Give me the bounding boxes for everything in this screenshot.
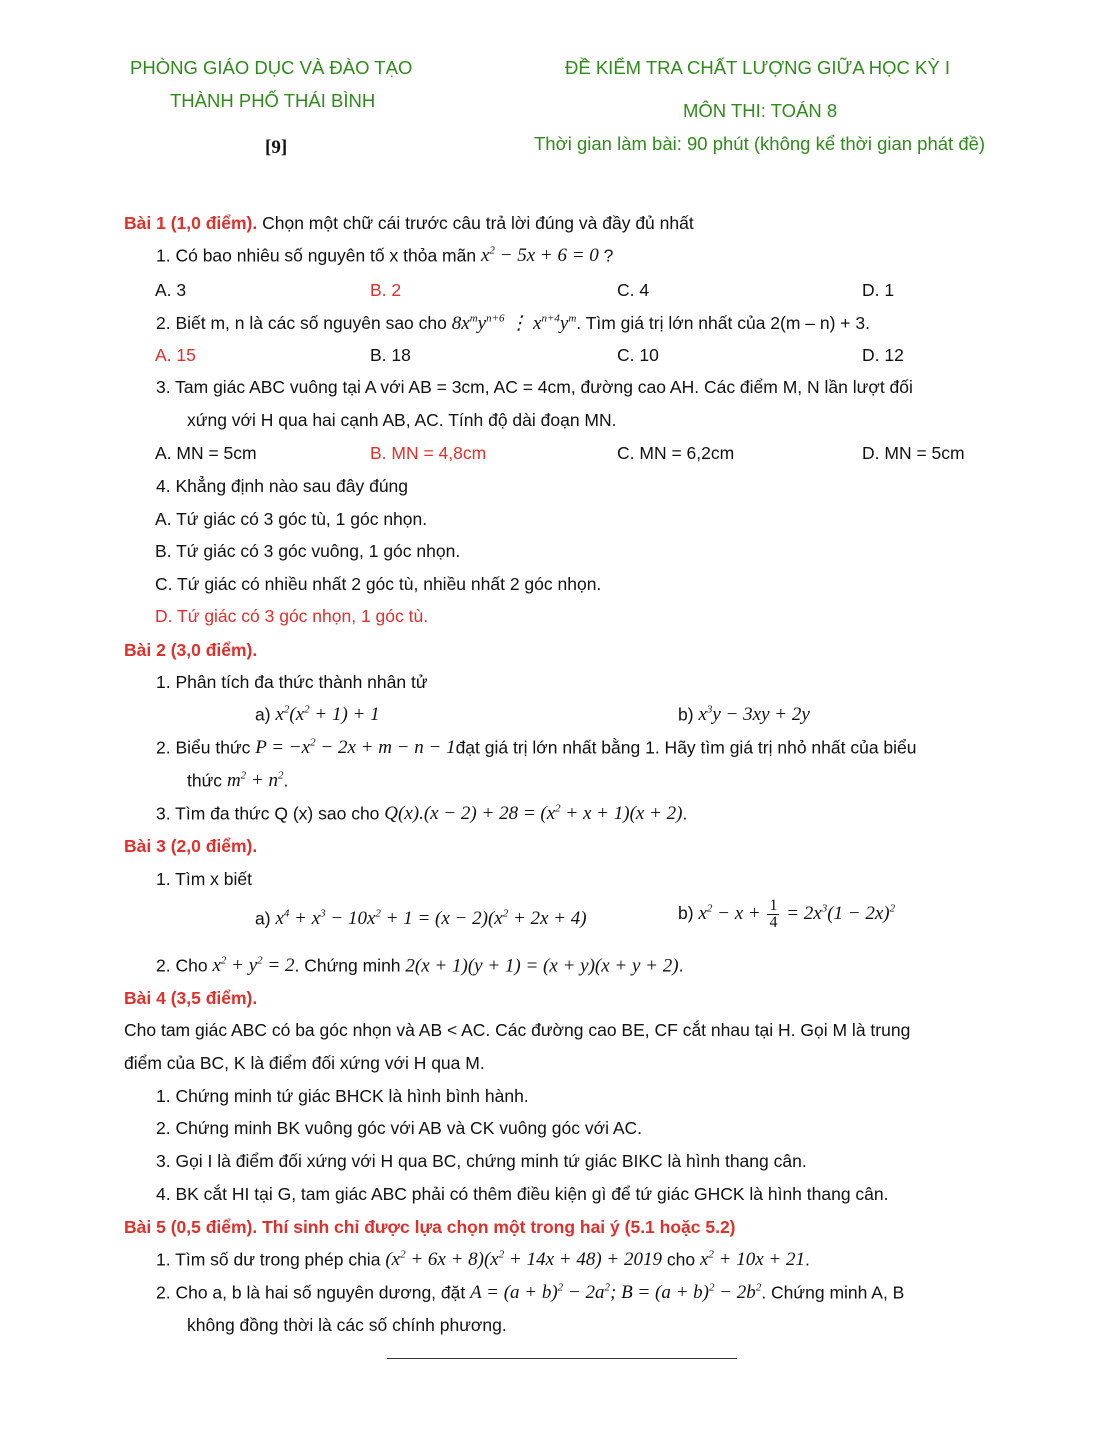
q3-line2: xứng với H qua hai cạnh AB, AC. Tính độ dài đoạn MN. — [187, 410, 617, 430]
bai2-q2-line1 — [156, 737, 917, 759]
p-expression: $P = -x^2 - 2x + m - n - 1$ — [255, 737, 456, 759]
q-equation: $Q(x).(x - 2) + 28 = (x^2 + x + 1)(x + 2)$ — [384, 803, 683, 825]
bai4-intro2: điểm của BC, K là điểm đối xứng với H qua M. — [124, 1053, 485, 1073]
bai2-q1b — [678, 704, 810, 726]
q1-option-b: B. 2 — [370, 280, 402, 300]
city-name: THÀNH PHỐ THÁI BÌNH — [170, 90, 376, 111]
bai4-q3: 3. Gọi I là điểm đối xứng với H qua BC, chứng minh tứ giác BIKC là hình thang cân. — [156, 1151, 807, 1171]
divisor: $x^2 + 10x + 21$ — [699, 1249, 805, 1271]
label-b: b) — [678, 902, 694, 923]
bai2-q3: 3. Tìm đa thức Q (x) sao cho $Q(x).(x - 2) + 28 = (x^2 + x + 1)(x + 2)$. — [156, 803, 688, 825]
identity: 2(x + 1)(y + 1) = (x + y)(x + y + 2) — [405, 955, 679, 977]
bai2-q1a — [255, 704, 380, 726]
bai1-title: Bài 1 (1,0 điểm). — [124, 213, 258, 233]
q3-option-a: A. MN = 5cm — [155, 443, 257, 463]
label-b: b) — [678, 704, 694, 725]
q4-text: 4. Khẳng định nào sau đây đúng — [156, 476, 409, 496]
q1-option-a: A. 3 — [155, 280, 187, 300]
bai1-heading — [124, 213, 694, 234]
department-name: PHÒNG GIÁO DỤC VÀ ĐÀO TẠO — [130, 57, 413, 78]
bai5-q2-line2: không đồng thời là các số chính phương. — [187, 1315, 507, 1335]
q4-option-c: C. Tứ giác có nhiều nhất 2 góc tù, nhiều nhất 2 góc nhọn. — [155, 574, 602, 594]
q3-option-c: C. MN = 6,2cm — [617, 443, 735, 463]
q1-option-c: C. 4 — [617, 280, 650, 300]
q2-option-c: C. 10 — [617, 345, 659, 365]
condition: $x^2 + y^2 = 2$ — [212, 955, 295, 977]
q2-option-a: A. 15 — [155, 345, 196, 365]
q3-line1: 3. Tam giác ABC vuông tại A với AB = 3cm, AC = 4cm, đường cao AH. Các điểm M, N lần lượt đối — [156, 377, 913, 397]
q4-option-d: D. Tứ giác có 3 góc nhọn, 1 góc tù. — [155, 606, 429, 626]
bai4-q2: 2. Chứng minh BK vuông góc với AB và CK vuông góc với AC. — [156, 1118, 643, 1138]
q4-option-a: A. Tứ giác có 3 góc tù, 1 góc nhọn. — [155, 509, 428, 529]
bai4-intro1: Cho tam giác ABC có ba góc nhọn và AB < AC. Các đường cao BE, CF cắt nhau tại H. Gọi M là trung — [124, 1020, 911, 1040]
bai4-q4: 4. BK cắt HI tại G, tam giác ABC phải có thêm điều kiện gì để tứ giác GHCK là hình thang cân. — [156, 1184, 889, 1204]
bai2-q2-line2: thức $m^2 + n^2$. — [187, 770, 289, 792]
q2-option-d: D. 12 — [862, 345, 904, 365]
bai5-q1: 1. Tìm số dư trong phép chia $(x^2 + 6x + 8)(x^2 + 14x + 48) + 2019$ cho $x^2 + 10x + 21$. — [156, 1249, 810, 1271]
q2-expression: $8x^my^{n+6}$ ⋮ $x^{n+4}y^m$ — [451, 312, 577, 334]
mn-expression: $m^2 + n^2$ — [226, 770, 284, 792]
bai3-title: Bài 3 (2,0 điểm). — [124, 836, 258, 856]
bai3-q1a — [255, 908, 587, 930]
bai4-title: Bài 4 (3,5 điểm). — [124, 988, 258, 1008]
q3-option-b: B. MN = 4,8cm — [370, 443, 487, 463]
q2-tail: . Tìm giá trị lớn nhất của 2(m – n) + 3. — [576, 313, 870, 333]
equation-b: $x^2 - x$ + $\frac{1}{4}$ = $2x^3(1 - 2x)^2$ — [698, 897, 896, 931]
exam-title: ĐỀ KIỂM TRA CHẤT LƯỢNG GIỮA HỌC KỲ I — [565, 57, 950, 78]
q4-option-b: B. Tứ giác có 3 góc vuông, 1 góc nhọn. — [155, 541, 461, 561]
q3-text: 3. Tìm đa thức Q (x) sao cho — [156, 803, 380, 824]
subject-name: MÔN THI: TOÁN 8 — [683, 100, 838, 121]
q2-mid: . Chứng minh — [294, 955, 401, 976]
equation-a: $x^4 + x^3 - 10x^2 + 1 = (x - 2)(x^2 + 2x + 4)$ — [275, 908, 587, 930]
q1-mid: cho — [666, 1249, 696, 1270]
q1-equation: $x^2 - 5x + 6 = 0$ — [480, 245, 599, 267]
expr-b: $x^3y - 3xy + 2y$ — [698, 704, 810, 726]
bai4-q1: 1. Chứng minh tứ giác BHCK là hình bình hành. — [156, 1086, 529, 1106]
dividend: $(x^2 + 6x + 8)(x^2 + 14x + 48) + 2019$ — [385, 1249, 662, 1271]
q2-tail: . Chứng minh A, B — [761, 1282, 905, 1303]
q1-lead: 1. Tìm số dư trong phép chia — [156, 1249, 381, 1270]
q1-option-d: D. 1 — [862, 280, 895, 300]
q2-rest: đạt giá trị lớn nhất bằng 1. Hãy tìm giá trị nhỏ nhất của biểu — [455, 737, 917, 758]
bai3-q1: 1. Tìm x biết — [156, 869, 252, 889]
q1-text: 1. Có bao nhiêu số nguyên tố x thỏa mãn — [156, 245, 477, 266]
q2-text: 2. Biết m, n là các số nguyên sao cho — [156, 313, 447, 333]
ab-definition: $A = (a + b)^2 - 2a^2$; $B = (a + b)^2 - 2b^2$ — [470, 1282, 762, 1304]
bai1-q2 — [156, 312, 870, 335]
bai1-q1 — [156, 245, 613, 267]
q2-tail-label: thức — [187, 770, 223, 791]
bai5-q2-line1 — [156, 1282, 904, 1304]
bai1-instruction: Chọn một chữ cái trước câu trả lời đúng và đầy đủ nhất — [257, 213, 694, 233]
bai2-q1: 1. Phân tích đa thức thành nhân tử — [156, 672, 428, 692]
bai3-q1b — [678, 898, 895, 931]
q2-lead: 2. Cho — [156, 955, 208, 976]
bai3-q2: 2. Cho $x^2 + y^2 = 2$. Chứng minh 2(x + 1)(y + 1) = (x + y)(x + y + 2). — [156, 955, 684, 977]
expr-a: $x^2(x^2 + 1) + 1$ — [275, 704, 380, 726]
label-a: a) — [255, 704, 271, 725]
end-divider — [387, 1358, 737, 1359]
exam-duration: Thời gian làm bài: 90 phút (không kể thời gian phát đề) — [534, 133, 986, 154]
label-a: a) — [255, 908, 271, 929]
bai2-title: Bài 2 (3,0 điểm). — [124, 640, 258, 660]
q2-option-b: B. 18 — [370, 345, 411, 365]
bai5-title: Bài 5 (0,5 điểm). Thí sinh chỉ được lựa chọn một trong hai ý (5.1 hoặc 5.2) — [124, 1217, 736, 1237]
exam-code: [9] — [265, 137, 288, 158]
q2-lead: 2. Biểu thức — [156, 737, 251, 758]
q2-lead: 2. Cho a, b là hai số nguyên dương, đặt — [156, 1282, 466, 1303]
q3-option-d: D. MN = 5cm — [862, 443, 965, 463]
q1-tail: ? — [598, 245, 614, 266]
